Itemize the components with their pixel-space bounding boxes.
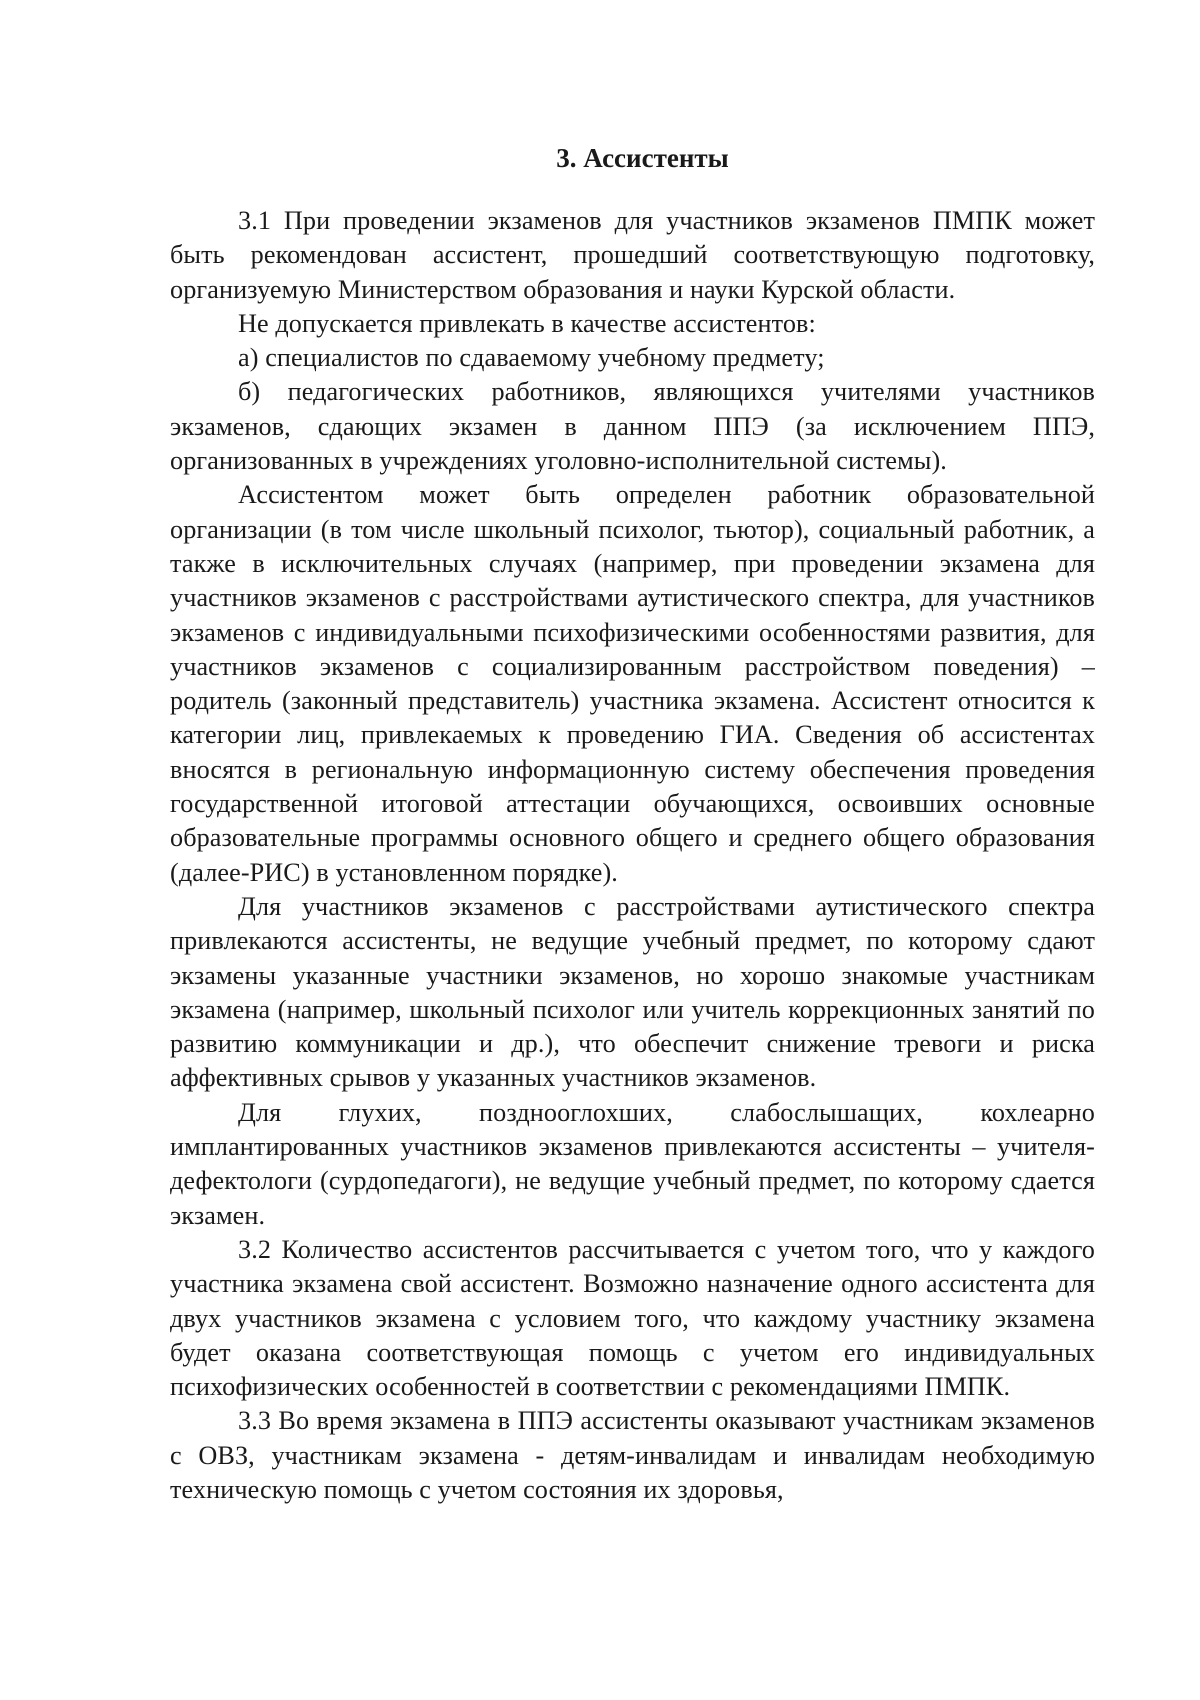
paragraph-3-2: 3.2 Количество ассистентов рассчитывается с учетом того, что у каждого участника экзамена свой ассистент. Возможно назначение одного ассистента для двух участников экзамена с условием того, что каждому участнику экзамена будет оказана соответствующая помощь с учетом его индивидуальных психофизических особенностей в соответствии с рекомендациями ПМПК. xyxy=(170,1234,1095,1402)
document-page xyxy=(170,138,1095,1658)
paragraph-item-b: б) педагогических работников, являющихся учителями участников экзаменов, сдающих экзамен в данном ППЭ (за исключением ППЭ, организованных в учреждениях уголовно-исполнительной системы). xyxy=(170,377,1095,476)
paragraph-not-allowed: Не допускается привлекать в качестве ассистентов: xyxy=(238,308,816,338)
paragraph-hearing-impaired: Для глухих, позднооглохших, слабослышащих, кохлеарно имплантированных участников экзаменов привлекаются ассистенты – учителя-дефектологи (сурдопедагоги), не ведущие учебный предмет, по которому сдается экзамен. xyxy=(170,1097,1095,1230)
paragraph-autism-spectrum: Для участников экзаменов с расстройствами аутистического спектра привлекаются ассистенты, не ведущие учебный предмет, по которому сдают экзамены указанные участники экзаменов, но хорошо знакомые участникам экзамена (например, школьный психолог или учитель коррекционных занятий по развитию коммуникации и др.), что обеспечит снижение тревоги и риска аффективных срывов у указанных участников экзаменов. xyxy=(170,891,1095,1093)
paragraph-3-3: 3.3 Во время экзамена в ППЭ ассистенты оказывают участникам экзаменов с ОВЗ, участникам экзамена - детям-инвалидам и инвалидам необходимую техническую помощь с учетом состояния их здоровья, xyxy=(170,1406,1095,1504)
paragraph-3-1: 3.1 При проведении экзаменов для участников экзаменов ПМПК может быть рекомендован ассистент, прошедший соответствующую подготовку, организуемую Министерством образования и науки Курской области. xyxy=(170,206,1095,304)
paragraph-item-a: а) специалистов по сдаваемому учебному предмету; xyxy=(238,343,825,373)
paragraph-assistant-definition: Ассистентом может быть определен работник образовательной организации (в том числе школьный психолог, тьютор), социальный работник, а также в исключительных случаях (например, при проведении экзамена для участников экзаменов с расстройствами аутистического спектра, для участников экзаменов с индивидуальными психофизическими особенностями развития, для участников экзаменов с социализированным расстройством поведения) – родитель (законный представитель) участника экзамена. Ассистент относится к категории лиц, привлекаемых к проведению ГИА. Сведения об ассистентах вносятся в региональную информационную систему обеспечения проведения государственной итоговой аттестации обучающихся, освоивших основные образовательные программы основного общего и среднего общего образования (далее-РИС) в установленном порядке). xyxy=(170,480,1095,887)
section-heading: 3. Ассистенты xyxy=(556,143,729,173)
